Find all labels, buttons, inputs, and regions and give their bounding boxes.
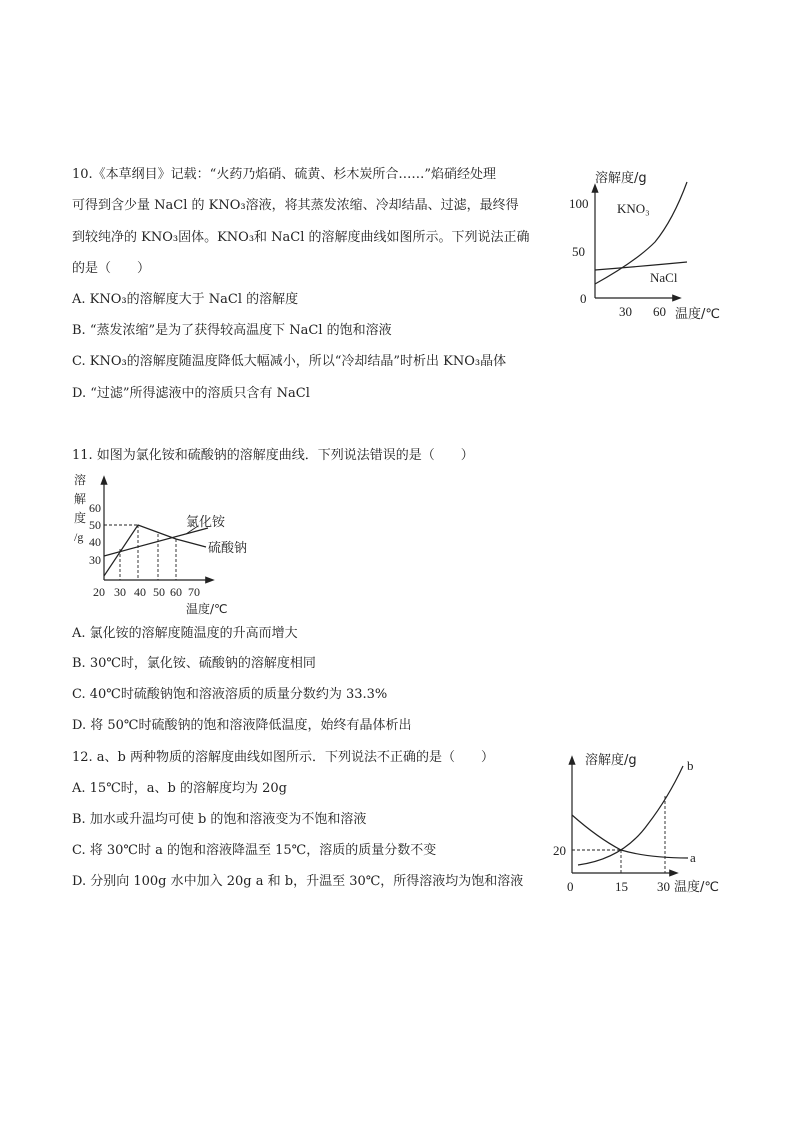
q11-y-label-3: 度 <box>74 511 87 525</box>
q11-y-tick-40: 40 <box>89 535 101 549</box>
q11-x-tick-60: 60 <box>170 585 182 599</box>
q11-option-b: B. 30℃时，氯化铵、硫酸钠的溶解度相同 <box>72 656 316 671</box>
q10-y-tick-100: 100 <box>569 196 589 211</box>
q12-solubility-chart <box>548 746 738 898</box>
q10-option-d: D. “过滤”所得滤液中的溶质只含有 NaCl <box>72 386 310 401</box>
q12-y-tick-20: 20 <box>553 843 566 858</box>
q11-option-c: C. 40℃时硫酸钠饱和溶液溶质的质量分数约为 33.3% <box>72 687 388 702</box>
q11-solubility-chart <box>68 472 268 620</box>
q10-nacl-label: NaCl <box>650 270 678 285</box>
q11-x-tick-50: 50 <box>153 585 165 599</box>
q10-option-a: A. KNO₃的溶解度大于 NaCl 的溶解度 <box>72 292 299 307</box>
q12-option-c: C. 将 30℃时 a 的饱和溶液降温至 15℃，溶质的质量分数不变 <box>72 843 437 858</box>
q11-x-tick-70: 70 <box>188 585 200 599</box>
q10-solubility-chart <box>555 160 755 335</box>
q11-x-tick-20: 20 <box>93 585 105 599</box>
q11-stem: 11. 如图为氯化铵和硫酸钠的溶解度曲线．下列说法错误的是（ ） <box>72 448 474 463</box>
q10-y-tick-50: 50 <box>572 244 585 259</box>
q11-x-tick-30: 30 <box>114 585 126 599</box>
q11-y-tick-50: 50 <box>89 518 101 532</box>
q12-option-d: D. 分别向 100g 水中加入 20g a 和 b，升温至 30℃，所得溶液均为饱和溶液 <box>72 874 524 889</box>
q11-ammonium-chloride-label: 氯化铵 <box>186 515 226 530</box>
q12-stem: 12. a、b 两种物质的溶解度曲线如图所示．下列说法不正确的是（ ） <box>72 750 495 765</box>
q10-y-tick-0: 0 <box>580 291 587 306</box>
q10-y-axis-label: 溶解度/g <box>595 171 647 186</box>
q11-option-a: A. 氯化铵的溶解度随温度的升高而增大 <box>72 626 298 641</box>
q10-x-tick-60: 60 <box>653 304 666 319</box>
q10-option-c: C. KNO₃的溶解度随温度降低大幅减小，所以“冷却结晶”时析出 KNO₃晶体 <box>72 354 507 369</box>
q12-curve-b-label: b <box>687 758 694 773</box>
q11-y-label-2: 解 <box>74 492 87 506</box>
q11-option-d: D. 将 50℃时硫酸钠的饱和溶液降低温度，始终有晶体析出 <box>72 718 412 733</box>
q12-x-tick-0: 0 <box>567 879 574 894</box>
q11-y-label-1: 溶 <box>74 473 87 487</box>
q12-x-tick-15: 15 <box>615 879 628 894</box>
q12-x-tick-30: 30 <box>657 879 670 894</box>
q10-stem-line-1: 10.《本草纲目》记载：“火药乃焰硝、硫黄、杉木炭所合……”焰硝经处理 <box>72 167 496 182</box>
q11-x-axis-label: 温度/℃ <box>186 602 228 616</box>
q10-stem-line-3: 到较纯净的 KNO₃固体。KNO₃和 NaCl 的溶解度曲线如图所示。下列说法正确 <box>72 230 530 245</box>
q11-y-tick-60: 60 <box>89 501 101 515</box>
q11-x-tick-40: 40 <box>134 585 146 599</box>
q11-sodium-sulfate-label: 硫酸钠 <box>208 541 248 556</box>
q10-kno3-label: KNO₃ <box>617 201 650 216</box>
q10-option-b: B. “蒸发浓缩”是为了获得较高温度下 NaCl 的饱和溶液 <box>72 323 392 338</box>
q12-x-axis-label: 温度/℃ <box>674 880 719 895</box>
q10-stem-line-4: 的是（ ） <box>72 261 151 276</box>
q10-x-axis-label: 温度/℃ <box>675 307 720 322</box>
q11-y-label-4: /g <box>74 530 84 544</box>
q10-x-tick-30: 30 <box>619 304 632 319</box>
q12-option-b: B. 加水或升温均可使 b 的饱和溶液变为不饱和溶液 <box>72 812 367 827</box>
q12-option-a: A. 15℃时，a、b 的溶解度均为 20g <box>72 781 287 796</box>
q12-curve-a-label: a <box>690 850 696 865</box>
q10-nacl-curve <box>595 262 687 270</box>
q12-curve-a <box>572 815 688 858</box>
q12-y-axis-label: 溶解度/g <box>585 753 637 768</box>
q10-stem-line-2: 可得到含少量 NaCl 的 KNO₃溶液，将其蒸发浓缩、冷却结晶、过滤，最终得 <box>72 198 519 213</box>
q11-y-tick-30: 30 <box>89 553 101 567</box>
